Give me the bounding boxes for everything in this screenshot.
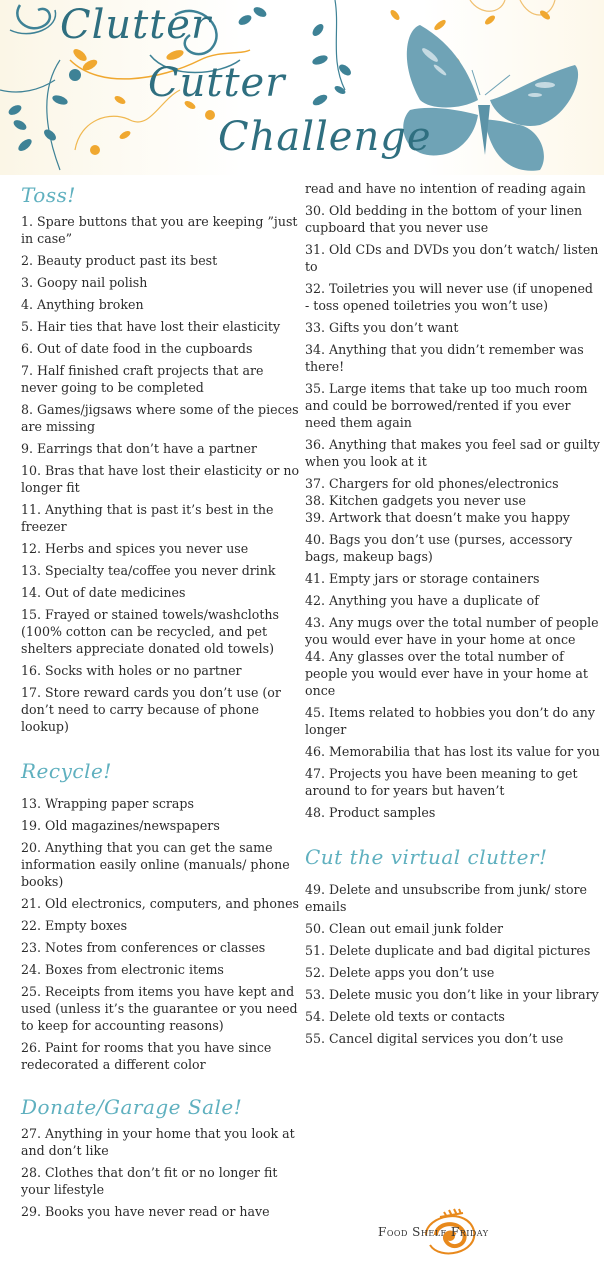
list-item: 55. Cancel digital services you don’t use: [305, 1031, 564, 1046]
list-item: 32. Toiletries you will never use (if unopened - toss opened toiletries you won’t use): [305, 281, 593, 313]
list-item: 50. Clean out email junk folder: [305, 921, 504, 936]
list-item: 42. Anything you have a duplicate of: [305, 593, 539, 608]
list-item: 35. Large items that take up too much room and could be borrowed/rented if you ever need them again: [305, 381, 588, 430]
list-item: 23. Notes from conferences or classes: [21, 940, 266, 955]
list-item: 16. Socks with holes or no partner: [21, 663, 242, 678]
section-heading-donate: Donate/Garage Sale!: [21, 1095, 243, 1119]
donate-list-left: [21, 1125, 301, 1220]
list-item: 29. Books you have never read or have: [21, 1204, 270, 1219]
list-item: 39. Artwork that doesn’t make you happy: [305, 510, 570, 525]
title-line-2: Cutter: [148, 60, 286, 106]
list-item: 54. Delete old texts or contacts: [305, 1009, 505, 1024]
list-item: 31. Old CDs and DVDs you don’t watch/ listen to: [305, 242, 599, 274]
list-item: 53. Delete music you don’t like in your library: [305, 987, 599, 1002]
header-banner: [0, 0, 604, 175]
list-item: 36. Anything that makes you feel sad or guilty when you look at it: [305, 437, 600, 469]
list-item: 2. Beauty product past its best: [21, 253, 218, 268]
list-item: 34. Anything that you didn’t remember was there!: [305, 342, 584, 374]
right-column: [305, 180, 600, 1052]
left-column: [21, 183, 301, 1225]
list-item: 8. Games/jigsaws where some of the pieces are missing: [21, 402, 299, 434]
list-item: 46. Memorabilia that has lost its value for you: [305, 744, 600, 759]
section-heading-virtual: Cut the virtual clutter!: [305, 845, 548, 869]
list-item: 1. Spare buttons that you are keeping ”just in case”: [21, 214, 298, 246]
list-item: 3. Goopy nail polish: [21, 275, 148, 290]
list-item: 40. Bags you don’t use (purses, accessory bags, makeup bags): [305, 532, 573, 564]
list-item: 17. Store reward cards you don’t use (or don’t need to carry because of phone lookup): [21, 685, 281, 734]
list-item: 47. Projects you have been meaning to get around to for years but haven’t: [305, 766, 578, 798]
list-item: 13. Wrapping paper scraps: [21, 796, 194, 811]
title-line-1: Clutter: [60, 2, 212, 48]
list-item: 25. Receipts from items you have kept and used (unless it’s the guarantee or you need to keep for accounting reasons): [21, 984, 298, 1033]
list-item: 24. Boxes from electronic items: [21, 962, 224, 977]
list-item: 51. Delete duplicate and bad digital pictures: [305, 943, 591, 958]
list-item: 19. Old magazines/newspapers: [21, 818, 220, 833]
virtual-list: [305, 881, 600, 1047]
list-item: 4. Anything broken: [21, 297, 144, 312]
list-item: 12. Herbs and spices you never use: [21, 541, 249, 556]
list-item: 5. Hair ties that have lost their elasticity: [21, 319, 281, 334]
recycle-list: [21, 795, 301, 1073]
list-item: 45. Items related to hobbies you don’t do any longer: [305, 705, 595, 737]
toss-list: [21, 213, 301, 735]
list-item: 27. Anything in your home that you look at and don’t like: [21, 1126, 295, 1158]
donate-list-right: [305, 180, 600, 821]
list-item: 30. Old bedding in the bottom of your linen cupboard that you never use: [305, 203, 583, 235]
list-item: 21. Old electronics, computers, and phones: [21, 896, 299, 911]
list-item: 7. Half finished craft projects that are never going to be completed: [21, 363, 264, 395]
list-item: 33. Gifts you don’t want: [305, 320, 459, 335]
list-item: 44. Any glasses over the total number of people you would ever have in your home at once: [305, 649, 588, 698]
list-item: 37. Chargers for old phones/electronics: [305, 476, 559, 491]
logo-text: Food Shelf Friday: [378, 1225, 489, 1239]
list-item: 13. Specialty tea/coffee you never drink: [21, 563, 276, 578]
list-item: 9. Earrings that don’t have a partner: [21, 441, 257, 456]
list-item: 28. Clothes that don’t fit or no longer fit your lifestyle: [21, 1165, 278, 1197]
list-item: 48. Product samples: [305, 805, 436, 820]
list-item: 10. Bras that have lost their elasticity or no longer fit: [21, 463, 300, 495]
list-item: read and have no intention of reading again: [305, 181, 586, 196]
list-item: 26. Paint for rooms that you have since redecorated a different color: [21, 1040, 272, 1072]
list-item: 6. Out of date food in the cupboards: [21, 341, 253, 356]
list-item: 15. Frayed or stained towels/washcloths (100% cotton can be recycled, and pet shelters appreciate donated old towels): [21, 607, 279, 656]
list-item: 14. Out of date medicines: [21, 585, 186, 600]
section-heading-toss: Toss!: [21, 183, 76, 207]
list-item: 52. Delete apps you don’t use: [305, 965, 495, 980]
food-shelf-friday-logo: [378, 1205, 538, 1265]
list-item: 38. Kitchen gadgets you never use: [305, 493, 526, 508]
list-item: 11. Anything that is past it’s best in the freezer: [21, 502, 274, 534]
list-item: 43. Any mugs over the total number of people you would ever have in your home at once: [305, 615, 599, 647]
list-item: 49. Delete and unsubscribe from junk/ store emails: [305, 882, 587, 914]
section-heading-recycle: Recycle!: [21, 759, 112, 783]
list-item: 41. Empty jars or storage containers: [305, 571, 540, 586]
list-item: 22. Empty boxes: [21, 918, 128, 933]
title-line-3: Challenge: [218, 114, 432, 160]
list-item: 20. Anything that you can get the same information easily online (manuals/ phone books): [21, 840, 290, 889]
